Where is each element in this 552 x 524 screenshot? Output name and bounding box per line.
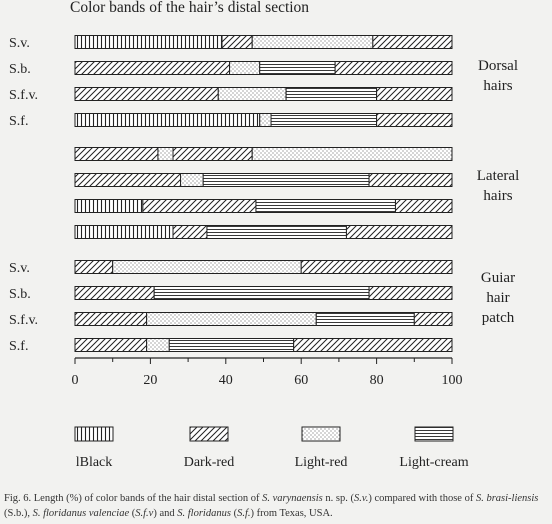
segment-dark-red [301, 261, 452, 274]
caption-species: S. floridanus [177, 508, 231, 519]
caption-text: ( [129, 508, 136, 519]
bar-dorsal-hairs-s-b [75, 62, 452, 75]
caption-species: S. brasi-liensis [475, 493, 539, 504]
legend-swatch [190, 427, 228, 441]
segment-black [75, 226, 173, 239]
legend-item-black [75, 427, 113, 470]
row-label: S.f.v. [9, 313, 39, 328]
x-tick-label: 80 [369, 373, 384, 388]
caption-text: n. sp. ( [322, 493, 354, 504]
group-label: hairs [483, 78, 513, 94]
segment-dark-red [294, 339, 452, 352]
segment-dark-red [143, 200, 256, 213]
bar-dorsal-hairs-s-f-v [75, 88, 452, 101]
row-label: S.v. [9, 261, 30, 276]
legend-item-dark-red [184, 427, 235, 470]
row-label: S.b. [9, 287, 31, 302]
caption-text: ) from Texas, USA. [250, 508, 333, 519]
group-label: hair [486, 290, 510, 306]
x-tick-label: 0 [71, 373, 79, 388]
segment-dark-red [373, 36, 452, 49]
row-label: S.f. [9, 114, 29, 129]
segment-dark-red [75, 313, 147, 326]
segment-light-cream [207, 226, 346, 239]
segment-dark-red [75, 174, 181, 187]
segment-light-cream [316, 313, 414, 326]
legend-item-light-cream [399, 427, 468, 470]
caption-species: S. varynaensis [262, 493, 323, 504]
segment-light-red [113, 261, 302, 274]
caption-text: ) and [153, 508, 178, 519]
bar-guiar-hair-patch-s-f [75, 339, 452, 352]
segment-dark-red [346, 226, 452, 239]
caption-abbr: S.f. [237, 508, 251, 519]
segment-light-red [218, 88, 286, 101]
segment-dark-red [335, 62, 452, 75]
segment-dark-red [377, 114, 452, 127]
bars-layer [9, 36, 519, 355]
segment-light-red [230, 62, 260, 75]
legend-swatch [415, 427, 453, 441]
bar-guiar-hair-patch-s-v [75, 261, 452, 274]
bar-lateral-hairs-s-f [75, 226, 452, 239]
segment-black [75, 200, 143, 213]
legend-label: Dark-red [183, 455, 235, 470]
caption-text: (S.b.), [4, 508, 33, 519]
bar-guiar-hair-patch-s-b [75, 287, 452, 300]
chart-title: Color bands of the hair’s distal section [70, 0, 310, 16]
legend-swatch [75, 427, 113, 441]
segment-black [75, 114, 260, 127]
segment-dark-red [75, 62, 230, 75]
bar-dorsal-hairs-s-v [75, 36, 452, 49]
row-label: S.b. [9, 62, 31, 77]
segment-light-red [252, 148, 452, 161]
segment-light-red [260, 114, 271, 127]
bar-guiar-hair-patch-s-f-v [75, 313, 452, 326]
caption-text: Fig. 6. Length (%) of color bands of the hair distal section of [4, 493, 263, 504]
segment-dark-red [377, 88, 452, 101]
segment-light-cream [169, 339, 293, 352]
group-lateral-hairs [75, 148, 519, 239]
bar-lateral-hairs-s-b [75, 174, 452, 187]
segment-dark-red [75, 287, 154, 300]
figure-caption [4, 491, 548, 521]
legend-swatch [302, 427, 340, 441]
legend-label: Light-cream [399, 455, 469, 470]
bar-lateral-hairs-s-f-v [75, 200, 452, 213]
caption-abbr: S.v. [353, 493, 369, 504]
segment-light-red [181, 174, 204, 187]
segment-light-cream [154, 287, 369, 300]
x-tick-label: 100 [441, 373, 463, 388]
x-axis [72, 358, 463, 388]
segment-light-red [147, 339, 170, 352]
segment-black [75, 36, 222, 49]
x-tick-label: 20 [143, 373, 158, 388]
row-label: S.f. [9, 339, 29, 354]
row-label: S.v. [9, 36, 30, 51]
segment-light-red [252, 36, 373, 49]
segment-light-cream [271, 114, 377, 127]
segment-light-cream [203, 174, 369, 187]
segment-dark-red [75, 148, 158, 161]
legend-item-light-red [295, 427, 348, 470]
segment-dark-red [222, 36, 252, 49]
row-label: S.f.v. [9, 88, 39, 103]
segment-dark-red [369, 174, 452, 187]
segment-light-cream [260, 62, 335, 75]
segment-dark-red [414, 313, 452, 326]
legend-label: lBlack [75, 455, 113, 470]
segment-dark-red [173, 226, 207, 239]
legend [75, 427, 469, 470]
segment-light-red [147, 313, 317, 326]
legend-label: Light-red [294, 455, 348, 470]
segment-dark-red [395, 200, 452, 213]
segment-dark-red [75, 339, 147, 352]
group-label: Lateral [476, 168, 520, 184]
segment-light-cream [256, 200, 395, 213]
segment-light-cream [286, 88, 376, 101]
caption-abbr: S.f.v [135, 508, 154, 519]
group-label: patch [481, 310, 515, 326]
bar-lateral-hairs-s-v [75, 148, 452, 161]
group-label: Dorsal [478, 58, 518, 74]
group-label: Guiar [480, 270, 516, 286]
segment-dark-red [173, 148, 252, 161]
segment-dark-red [369, 287, 452, 300]
x-tick-label: 40 [218, 373, 233, 388]
group-guiar-hair-patch [9, 261, 515, 355]
group-dorsal-hairs [9, 36, 518, 130]
segment-dark-red [75, 88, 218, 101]
segment-light-red [158, 148, 173, 161]
caption-text: ( [230, 508, 238, 519]
bar-dorsal-hairs-s-f [75, 114, 452, 127]
x-tick-label: 60 [294, 373, 309, 388]
caption-text: ) compared with those of [368, 493, 476, 504]
group-label: hairs [483, 188, 513, 204]
segment-dark-red [75, 261, 113, 274]
caption-species: S. floridanus valenciae [32, 508, 130, 519]
